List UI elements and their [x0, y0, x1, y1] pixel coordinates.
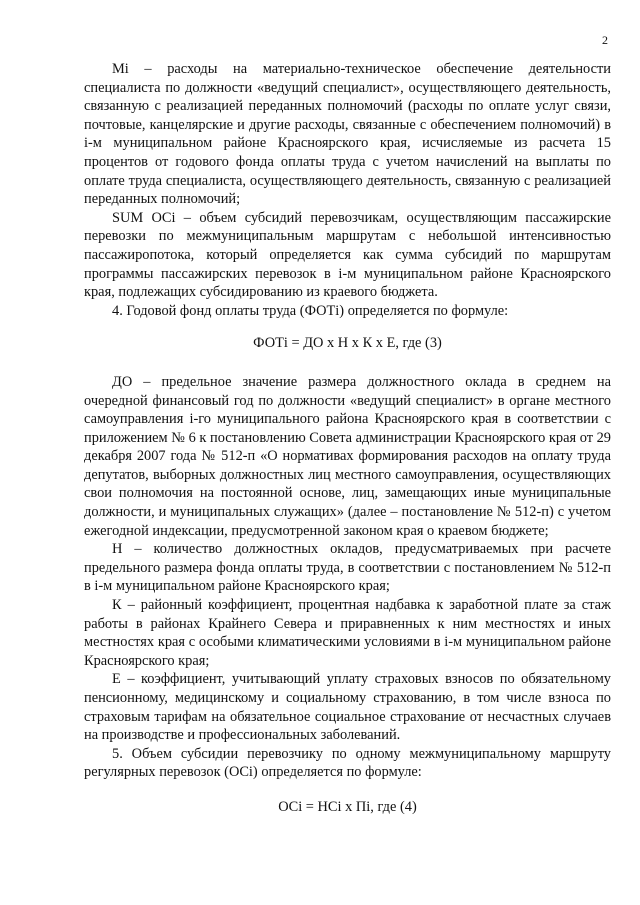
- paragraph-n-definition: Н – количество должностных окладов, предусматриваемых при расчете предельного размера фонда оплаты труда, в соответствии с постановлением № 512-п в i-м муниципальном районе Красноярского края;: [84, 541, 611, 595]
- paragraph-mi-definition: Mi – расходы на материально-техническое обеспечение деятельности специалиста по должности «ведущий специалист», осуществляющего деятельность, связанную с реализацией переданных полномочий (расходы по оплате услуг связи, почтовые, канцелярские и другие расходы, связанные с обеспечением полномочий) в i-м муниципальном районе Красноярского края, исчисляемые из расчета 15 процентов от годового фонда оплаты труда с учетом начислений на выплаты по оплате труда специалиста, осуществляющего деятельность, связанную с реализацией переданных полномочий;: [84, 61, 611, 208]
- paragraph-item-4-intro: 4. Годовой фонд оплаты труда (ФОТi) определяется по формуле:: [112, 302, 509, 319]
- formula-4: OCi = HCi х Пi, где (4): [278, 798, 417, 815]
- page-number: 2: [602, 33, 608, 47]
- paragraph-sum-oci-definition: SUM OCi – объем субсидий перевозчикам, осуществляющим пассажирские перевозки по межмуниципальным маршрутам с небольшой интенсивностью пассажиропотока, который определяется как сумма субсидий по маршрутам программы пассажирских перевозок в i-м муниципальном районе Красноярского края, подлежащих субсидированию из краевого бюджета.: [84, 209, 611, 301]
- paragraph-do-definition: ДО – предельное значение размера должностного оклада в среднем на очередной финансовый год по должности «ведущий специалист» в органе местного самоуправления i-го муниципального района Красноярского края в соответствии с приложением № 6 к постановлению Совета администрации Красноярского края от 29 декабря 2007 года № 512-п «О нормативах формирования расходов на оплату труда депутатов, выборных должностных лиц местного самоуправления, осуществляющих свои полномочия на постоянной основе, лиц, замещающих иные муниципальные должности, и муниципальных служащих» (далее – постановление № 512-п) с учетом ежегодной индексации, предусмотренной законом края о краевом бюджете;: [84, 373, 611, 539]
- paragraph-item-5-intro: 5. Объем субсидии перевозчику по одному межмуниципальному маршруту регулярных перевозок (OCi) определяется по формуле:: [84, 745, 611, 781]
- paragraph-e-definition: Е – коэффициент, учитывающий уплату страховых взносов по обязательному пенсионному, медицинскому и социальному страхованию, в том числе взноса по страховым тарифам на обязательное социальное страхование от несчастных случаев на производстве и профессиональных заболеваний.: [84, 671, 611, 744]
- formula-3: ФОТi = ДО х Н х К х Е, где (3): [253, 335, 442, 352]
- paragraph-k-definition: К – районный коэффициент, процентная надбавка к заработной плате за стаж работы в районах Крайнего Севера и приравненных к ним местностях и иных местностях края с особыми климатическими условиями в i-м муниципальном районе Красноярского края;: [84, 597, 611, 669]
- document-body: [84, 60, 611, 817]
